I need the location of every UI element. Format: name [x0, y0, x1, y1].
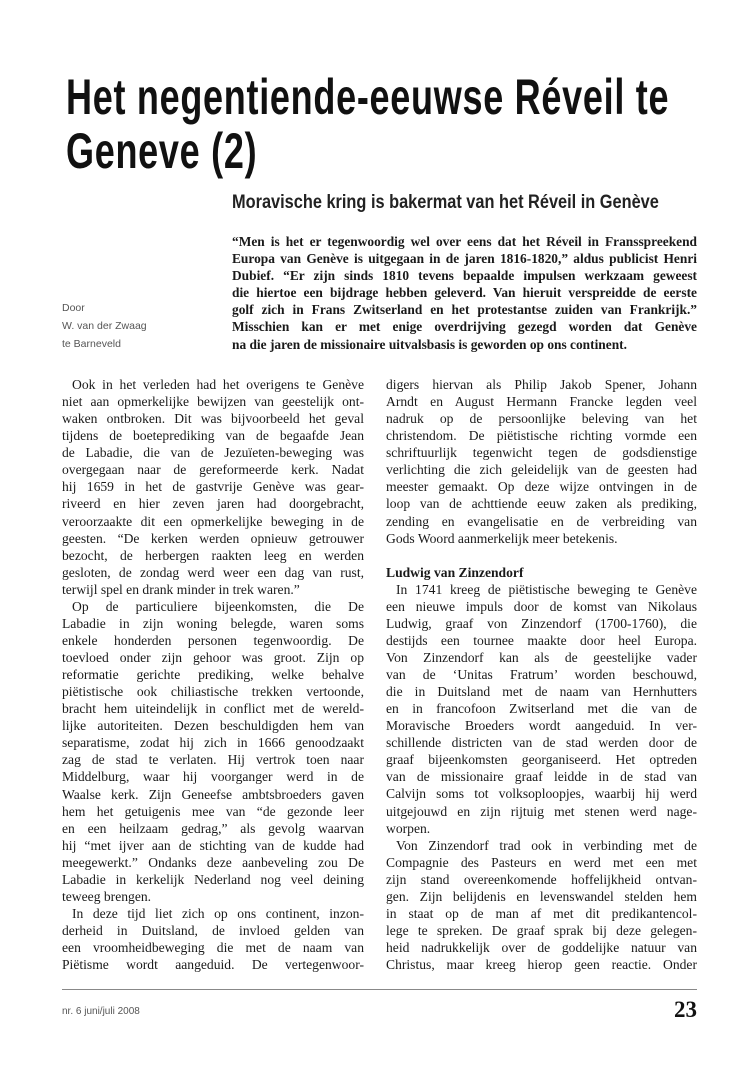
intro-line: na die jaren de missionaire uitvalsbasis is geworden op ons continent. [232, 336, 627, 352]
body-line: worpen. [386, 820, 431, 836]
title-line: Geneve (2) [66, 123, 258, 179]
body-line: een nieuwe impuls door de komst van Nikolaus [386, 598, 697, 614]
body-line: tijdens de boeteprediking van de begaafde Jean [62, 428, 364, 444]
body-line: Waalse kerk. Zijn Geneefse ambtsbroeders gaven [62, 786, 364, 802]
article-subtitle: Moravische kring is bakermat van het Réveil in Genève [232, 192, 659, 213]
body-line: digers hiervan als Philip Jakob Spener, Johann [386, 377, 697, 392]
body-line: de Labadie, die van de Jezuïeten-beweging was [62, 445, 364, 461]
article-title [66, 70, 669, 178]
body-line: niet aan opmerkelijke bewijzen van geestelijk ont- [62, 394, 364, 410]
body-line: Von Zinzendorf kan als de geestelijke vader [386, 649, 697, 665]
section-heading: Ludwig van Zinzendorf [386, 564, 524, 580]
body-line: zijn stand overeenkomende hoffelijkheid ontvan- [386, 871, 697, 887]
body-line: Middelburg, waar hij voorganger werd in de [62, 769, 364, 785]
intro-lead [232, 233, 697, 353]
title-line: Het negentiende-eeuwse Réveil te [66, 69, 670, 125]
body-line: gesloten, de zondag werd weer een dag van rust, [62, 564, 364, 580]
body-line: schillende districten van de stad werden door de [386, 735, 697, 751]
body-line: lege te spreken. De graaf sprak bij deze gelegen- [386, 922, 697, 938]
body-line: hij 1659 in het de gastvrije Genève was gear- [62, 479, 364, 495]
body-line: gen. Zijn belijdenis en levenswandel stelden hem [386, 888, 697, 904]
intro-line: “Men is het er tegenwoordig wel over eens dat het Réveil in Fransspreekend [232, 234, 697, 249]
body-line: meester gemaakt. Op deze wijze ontvingen in de [386, 479, 697, 495]
body-line: separatisme, zodat hij zich in 1666 genoodzaakt [62, 735, 364, 751]
body-line: waken ontbroken. Dit was bijvoorbeeld het geval [62, 411, 364, 427]
body-line: uitgejouwd en zijn rijtuig met stenen werd nage- [386, 803, 697, 819]
intro-line: die hiertoe een bijdrage hebben geleverd. Van hieruit verspreidde de eerste [232, 285, 697, 301]
spacer [386, 547, 697, 564]
intro-line: Misschien kan er met enige overdrijving gezegd worden dat Genève [232, 319, 697, 335]
body-line: reformatie gerichte prediking, welke behalve [62, 667, 364, 683]
body-line: toevloed onder zijn gehoor was groot. Zijn op [62, 650, 364, 665]
body-line: graaf bijeenkomsten georganiseerd. Het optreden [386, 752, 697, 768]
body-line: Moravische Broeders wordt aangeduid. In ver- [386, 718, 697, 734]
body-line: verlichting die zich geleidelijk van de geesten had [386, 462, 697, 478]
body-line: Von Zinzendorf trad ook in verbinding met de [396, 837, 697, 853]
body-line: destijds een tournee maakte door heel Europa. [386, 632, 697, 648]
body-line: Labadie in zijn woning belegde, waren soms [62, 615, 364, 631]
body-line: enkele honderden personen tegenwoordig. De [62, 632, 364, 648]
body-line: Arndt en August Hermann Francke legden veel [386, 394, 697, 410]
footer-divider [62, 989, 697, 990]
body-line: en in francofoon Zwitserland met die van de [386, 701, 697, 717]
body-line: van de ‘Unitas Fratrum’ worden beschouwd, [386, 667, 697, 683]
body-line: en een heilzaam gedrag,” als gevolg waarvan [62, 820, 364, 836]
body-line: geesten. “De kerken werden opnieuw getrouwer [62, 530, 364, 546]
body-line: Gods Woord aanmerkelijk meer betekenis. [386, 530, 618, 546]
intro-line: Dubief. “Er zijn sinds 1810 tevens bepaalde impulsen werkzaam geweest [232, 268, 697, 284]
body-line: loop van de achttiende eeuw zaken als prediking, [386, 496, 697, 512]
body-line: in staat op de man af met dit predikantencol- [386, 905, 697, 921]
body-line: meegewerkt.” Ondanks deze aanbeveling zou De [62, 854, 364, 870]
body-line: zending en evangelisatie en de verbreiding van [386, 513, 697, 529]
body-line: hem het getuigenis mee van “de gezonde leer [62, 803, 364, 819]
body-line: terwijl spel en drank minder in trek waren.” [62, 581, 300, 597]
body-line: Ook in het verleden had het overigens te Genève [72, 377, 364, 392]
body-line: bezocht, de herbergen raakten leeg en werden [62, 547, 364, 563]
body-line: Ludwig, graaf von Zinzendorf (1700-1760), die [386, 615, 697, 631]
body-line: nadruk op de persoonlijke beleving van het [386, 411, 697, 427]
body-line: Christus, maar kreeg hierop geen reactie. Onder [386, 957, 697, 973]
body-line: een vroomheidbeweging die met de naam van [62, 940, 364, 956]
body-line: lijke autoriteiten. Dezen beschuldigden hem van [62, 718, 364, 734]
byline [62, 299, 147, 353]
body-line: piëtistische ook chiliastische trekken vertoonde, [62, 684, 364, 700]
body-column-right [386, 376, 697, 973]
body-line: veroorzaakte dit een opmerkelijke beweging in de [62, 513, 364, 529]
page-number: 23 [674, 997, 697, 1022]
body-line: Labadie in kerkelijk Nederland nog veel deining [62, 871, 364, 887]
body-line: riveerd en hier zeven jaren had doorgebracht, [62, 496, 364, 512]
body-line: Piëtisme wordt aangeduid. De vertegenwoor- [62, 957, 364, 973]
body-line: teweeg brengen. [62, 888, 152, 904]
body-line: Op de particuliere bijeenkomsten, die De [72, 598, 364, 614]
body-line: bracht hem uiteindelijk in conflict met de wereld- [62, 701, 364, 717]
byline-line: Door [62, 302, 85, 314]
issue-label: nr. 6 juni/juli 2008 [62, 1006, 140, 1017]
body-line: hij “met ijver aan de stichting van de kudde had [62, 837, 364, 853]
byline-line: te Barneveld [62, 338, 121, 350]
body-line: overgegaan naar de gereformeerde kerk. Nadat [62, 462, 364, 478]
body-line: Calvijn soms tot volksoploopjes, waarbij hij werd [386, 786, 697, 802]
body-line: schriftuurlijk tegenwicht tegen de godsdienstige [386, 445, 697, 461]
body-line: christendom. De piëtistische richting vormde een [386, 428, 697, 444]
intro-line: Europa van Genève is uitgegaan in de jaren 1816-1820,” aldus publicist Henri [232, 251, 697, 267]
body-line: Compagnie des Pasteurs en werd met een met [386, 854, 697, 870]
body-line: zag de stad te verlaten. Hij vertrok toen naar [62, 752, 364, 768]
body-line: derheid in Duitsland, de invloed gelden van [62, 923, 364, 938]
intro-line: golf zich in Frans Zwitserland en het protestantse zuiden van Frankrijk.” [232, 302, 697, 318]
body-line: heid nadrukkelijk over de goddelijke natuur van [386, 940, 697, 956]
body-line: In 1741 kreeg de piëtistische beweging te Genève [396, 581, 697, 597]
body-line: die in Duitsland met de naam van Hernhutters [386, 684, 697, 700]
body-line: van de missionaire graaf leidde in de stad van [386, 769, 697, 785]
body-line: In deze tijd liet zich op ons continent, inzon- [72, 905, 364, 921]
body-column-left [62, 376, 364, 973]
byline-author: W. van der Zwaag [62, 320, 147, 332]
